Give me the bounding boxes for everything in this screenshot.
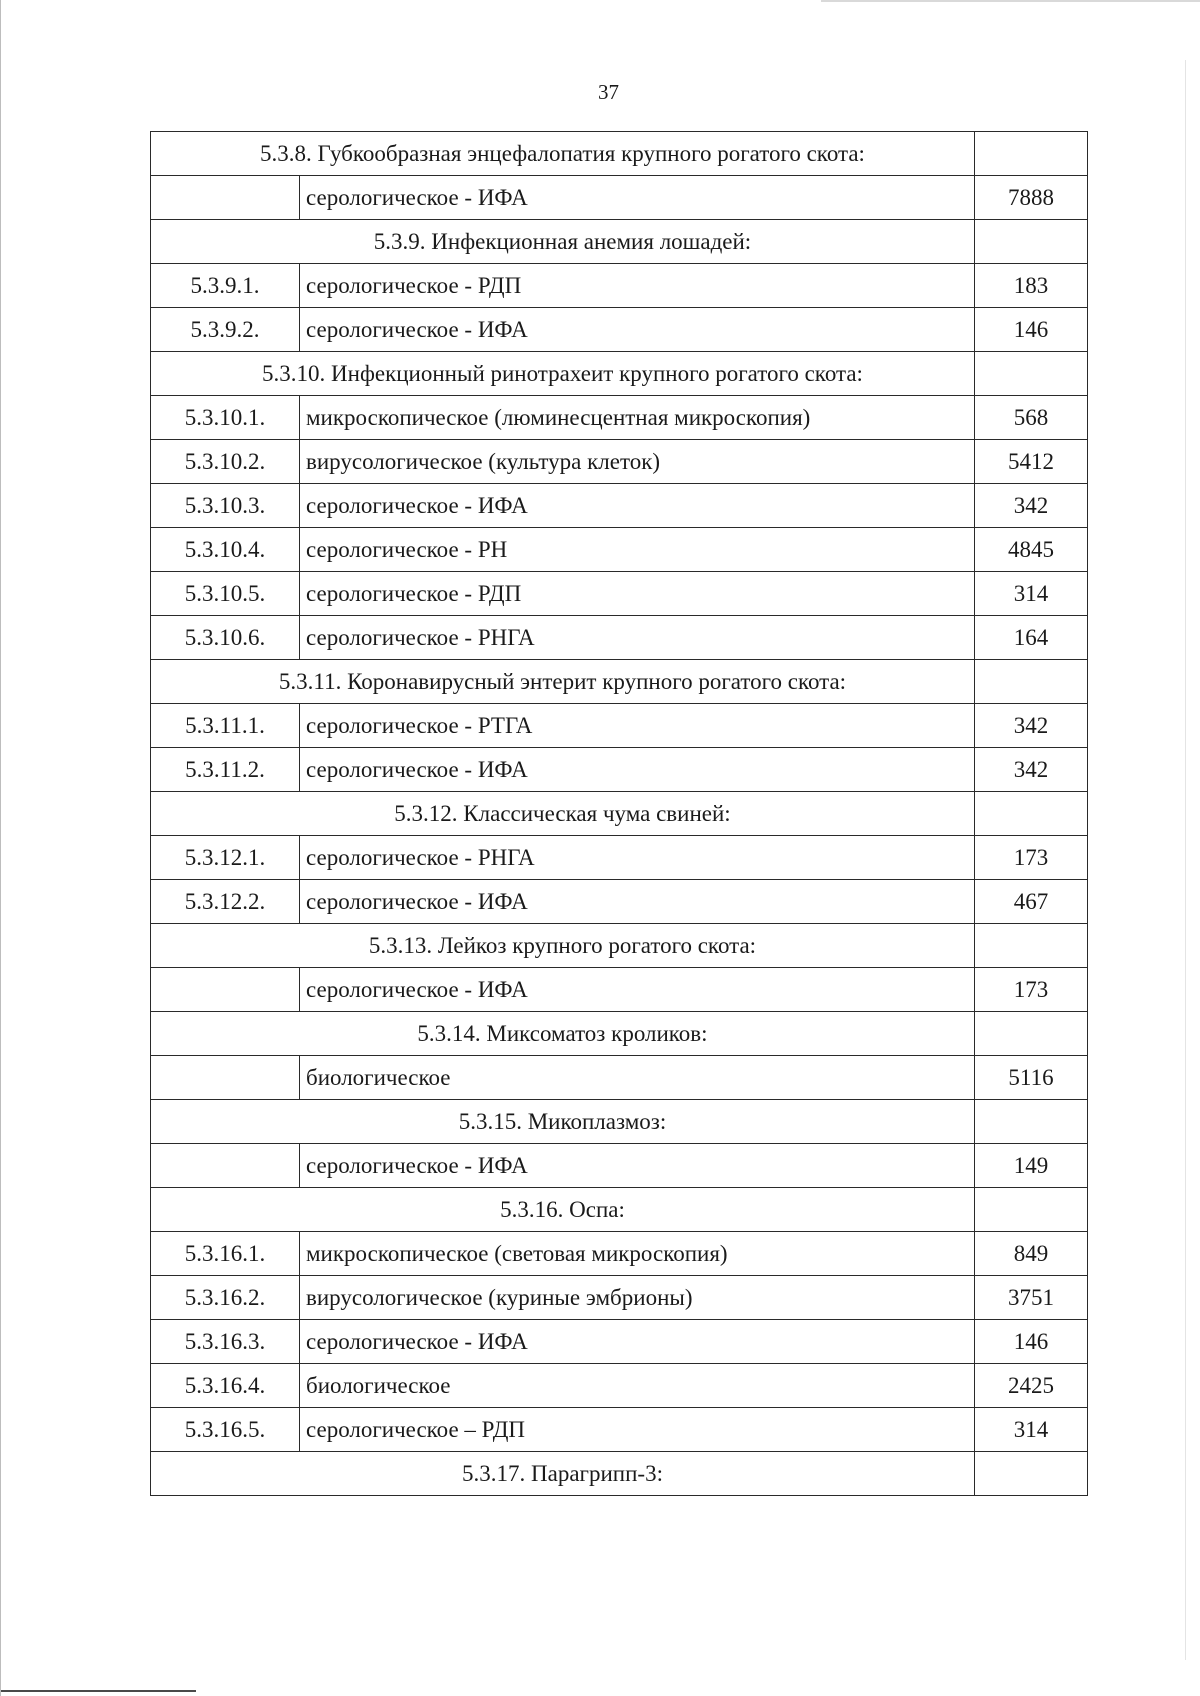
section-row	[151, 660, 1088, 704]
price-table	[150, 131, 1088, 1496]
item-method: биологическое	[300, 1056, 975, 1100]
item-number: 5.3.12.2.	[151, 880, 300, 924]
item-method: вирусологическое (культура клеток)	[300, 440, 975, 484]
scan-edge-top	[821, 0, 1200, 2]
table-row	[151, 1364, 1088, 1408]
item-price: 3751	[975, 1276, 1088, 1320]
item-number: 5.3.10.6.	[151, 616, 300, 660]
price-table-body	[151, 132, 1088, 1496]
item-method: серологическое - РН	[300, 528, 975, 572]
item-price: 5412	[975, 440, 1088, 484]
item-price: 173	[975, 836, 1088, 880]
item-price: 342	[975, 484, 1088, 528]
item-price: 4845	[975, 528, 1088, 572]
item-method: серологическое - ИФА	[300, 968, 975, 1012]
item-number: 5.3.10.4.	[151, 528, 300, 572]
item-number: 5.3.11.2.	[151, 748, 300, 792]
section-title: 5.3.17. Парагрипп-3:	[151, 1452, 975, 1496]
table-row	[151, 1408, 1088, 1452]
item-method: серологическое - ИФА	[300, 1144, 975, 1188]
item-price: 849	[975, 1232, 1088, 1276]
item-number: 5.3.11.1.	[151, 704, 300, 748]
item-number: 5.3.9.1.	[151, 264, 300, 308]
section-row	[151, 924, 1088, 968]
table-row	[151, 616, 1088, 660]
section-title: 5.3.11. Коронавирусный энтерит крупного рогатого скота:	[151, 660, 975, 704]
section-value-cell	[975, 1100, 1088, 1144]
section-row	[151, 352, 1088, 396]
section-title: 5.3.12. Классическая чума свиней:	[151, 792, 975, 836]
item-number: 5.3.9.2.	[151, 308, 300, 352]
section-value-cell	[975, 1452, 1088, 1496]
section-row	[151, 1012, 1088, 1056]
item-number: 5.3.10.1.	[151, 396, 300, 440]
item-method: серологическое - ИФА	[300, 484, 975, 528]
item-number	[151, 1144, 300, 1188]
item-price: 314	[975, 572, 1088, 616]
item-method: биологическое	[300, 1364, 975, 1408]
item-price: 342	[975, 704, 1088, 748]
item-number: 5.3.16.5.	[151, 1408, 300, 1452]
section-value-cell	[975, 132, 1088, 176]
item-price: 2425	[975, 1364, 1088, 1408]
section-title: 5.3.9. Инфекционная анемия лошадей:	[151, 220, 975, 264]
section-row	[151, 220, 1088, 264]
table-row	[151, 1056, 1088, 1100]
table-row	[151, 396, 1088, 440]
table-row	[151, 880, 1088, 924]
table-row	[151, 264, 1088, 308]
item-method: серологическое - ИФА	[300, 1320, 975, 1364]
item-method: серологическое – РДП	[300, 1408, 975, 1452]
item-number: 5.3.16.4.	[151, 1364, 300, 1408]
table-row	[151, 572, 1088, 616]
item-price: 146	[975, 1320, 1088, 1364]
item-method: вирусологическое (куриные эмбрионы)	[300, 1276, 975, 1320]
item-number	[151, 176, 300, 220]
item-price: 164	[975, 616, 1088, 660]
item-price: 173	[975, 968, 1088, 1012]
item-method: серологическое - РДП	[300, 572, 975, 616]
item-method: серологическое - РДП	[300, 264, 975, 308]
item-method: микроскопическое (люминесцентная микроскопия)	[300, 396, 975, 440]
item-price: 467	[975, 880, 1088, 924]
item-method: серологическое - ИФА	[300, 748, 975, 792]
page-number: 37	[598, 80, 619, 104]
item-price: 149	[975, 1144, 1088, 1188]
scan-edge-bottom	[1, 1690, 196, 1692]
item-price: 342	[975, 748, 1088, 792]
section-row	[151, 1100, 1088, 1144]
item-method: серологическое - ИФА	[300, 176, 975, 220]
section-row	[151, 1188, 1088, 1232]
table-row	[151, 308, 1088, 352]
table-row	[151, 440, 1088, 484]
item-method: серологическое - РНГА	[300, 616, 975, 660]
section-title: 5.3.10. Инфекционный ринотрахеит крупного рогатого скота:	[151, 352, 975, 396]
item-price: 183	[975, 264, 1088, 308]
table-row	[151, 748, 1088, 792]
item-number: 5.3.10.5.	[151, 572, 300, 616]
item-number: 5.3.16.3.	[151, 1320, 300, 1364]
section-value-cell	[975, 352, 1088, 396]
item-method: серологическое - ИФА	[300, 308, 975, 352]
item-number	[151, 968, 300, 1012]
table-row	[151, 836, 1088, 880]
item-number: 5.3.12.1.	[151, 836, 300, 880]
item-price: 314	[975, 1408, 1088, 1452]
item-price: 7888	[975, 176, 1088, 220]
section-value-cell	[975, 924, 1088, 968]
table-row	[151, 528, 1088, 572]
scan-edge-right	[1185, 60, 1186, 1660]
section-row	[151, 792, 1088, 836]
table-row	[151, 484, 1088, 528]
section-title: 5.3.14. Миксоматоз кроликов:	[151, 1012, 975, 1056]
section-value-cell	[975, 660, 1088, 704]
item-method: серологическое - РТГА	[300, 704, 975, 748]
section-title: 5.3.15. Микоплазмоз:	[151, 1100, 975, 1144]
item-method: серологическое - РНГА	[300, 836, 975, 880]
section-value-cell	[975, 220, 1088, 264]
table-row	[151, 1144, 1088, 1188]
item-number: 5.3.16.2.	[151, 1276, 300, 1320]
item-price: 146	[975, 308, 1088, 352]
table-row	[151, 968, 1088, 1012]
item-price: 5116	[975, 1056, 1088, 1100]
section-row	[151, 1452, 1088, 1496]
table-row	[151, 1276, 1088, 1320]
table-row	[151, 1320, 1088, 1364]
section-title: 5.3.13. Лейкоз крупного рогатого скота:	[151, 924, 975, 968]
item-number	[151, 1056, 300, 1100]
section-row	[151, 132, 1088, 176]
section-value-cell	[975, 1188, 1088, 1232]
item-number: 5.3.10.2.	[151, 440, 300, 484]
section-value-cell	[975, 792, 1088, 836]
section-value-cell	[975, 1012, 1088, 1056]
item-method: микроскопическое (световая микроскопия)	[300, 1232, 975, 1276]
item-number: 5.3.16.1.	[151, 1232, 300, 1276]
section-title: 5.3.16. Оспа:	[151, 1188, 975, 1232]
section-title: 5.3.8. Губкообразная энцефалопатия крупного рогатого скота:	[151, 132, 975, 176]
table-row	[151, 704, 1088, 748]
item-method: серологическое - ИФА	[300, 880, 975, 924]
item-number: 5.3.10.3.	[151, 484, 300, 528]
table-row	[151, 176, 1088, 220]
item-price: 568	[975, 396, 1088, 440]
table-row	[151, 1232, 1088, 1276]
